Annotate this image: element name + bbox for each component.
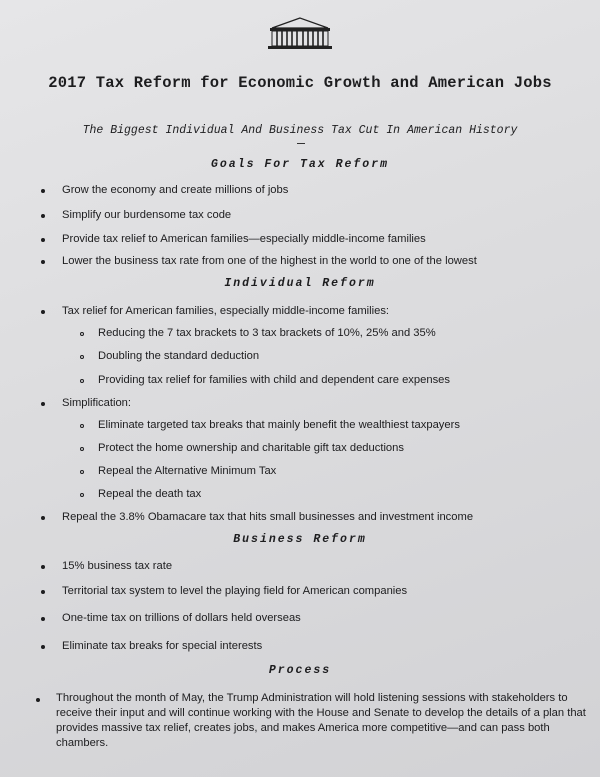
process-paragraph: Throughout the month of May, the Trump Administration will hold listening sessions with stakeholders to receive their input and will continue working with the House and Senate to develop the details of a plan that provides massive tax relief, creates jobs, and makes America more competitive—and can pass both chambers.: [56, 692, 586, 749]
list-item: Tax relief for American families, especially middle-income families:: [62, 305, 390, 317]
list-item: Provide tax relief to American families—especially middle-income families: [62, 233, 426, 245]
section-heading-process: Process: [268, 664, 332, 677]
sub-bullet: [80, 379, 84, 383]
sub-bullet: [80, 470, 84, 474]
section-heading-business: Business Reform: [233, 533, 367, 546]
list-item: Eliminate tax breaks for special interests: [62, 640, 263, 652]
list-item: Simplification:: [62, 397, 132, 409]
bullet: [41, 645, 45, 649]
bullet: [41, 214, 45, 218]
list-item: 15% business tax rate: [62, 560, 173, 572]
section-heading-individual: Individual Reform: [224, 277, 376, 290]
bullet: [41, 516, 45, 520]
sub-list-item: Protect the home ownership and charitable gift tax deductions: [98, 442, 404, 454]
list-item: Territorial tax system to level the playing field for American companies: [62, 585, 408, 597]
sub-list-item: Repeal the death tax: [98, 488, 202, 500]
bullet: [41, 590, 45, 594]
document-subtitle: The Biggest Individual And Business Tax Cut In American History: [82, 124, 518, 137]
list-item: Repeal the 3.8% Obamacare tax that hits small businesses and investment income: [62, 511, 474, 523]
bullet: [41, 189, 45, 193]
list-item: Simplify our burdensome tax code: [62, 209, 232, 221]
list-item: Lower the business tax rate from one of the highest in the world to one of the lowest: [62, 255, 477, 267]
sub-bullet: [80, 447, 84, 451]
sub-bullet: [80, 493, 84, 497]
sub-list-item: Eliminate targeted tax breaks that mainly benefit the wealthiest taxpayers: [98, 419, 460, 431]
sub-bullet: [80, 355, 84, 359]
sub-list-item: Doubling the standard deduction: [98, 350, 260, 362]
document-title: 2017 Tax Reform for Economic Growth and American Jobs: [48, 74, 552, 92]
bullet: [41, 565, 45, 569]
divider-dash: [297, 143, 305, 144]
sub-list-item: Reducing the 7 tax brackets to 3 tax brackets of 10%, 25% and 35%: [98, 327, 436, 339]
list-item: One-time tax on trillions of dollars held overseas: [62, 612, 301, 624]
sub-bullet: [80, 332, 84, 336]
bullet: [41, 617, 45, 621]
sub-list-item: Repeal the Alternative Minimum Tax: [98, 465, 277, 477]
bullet: [41, 238, 45, 242]
sub-list-item: Providing tax relief for families with child and dependent care expenses: [98, 374, 450, 386]
bullet: [36, 698, 40, 702]
bullet: [41, 402, 45, 406]
list-item: Grow the economy and create millions of jobs: [62, 184, 289, 196]
sub-bullet: [80, 424, 84, 428]
bullet: [41, 260, 45, 264]
white-house-icon: [268, 16, 332, 50]
section-heading-goals: Goals For Tax Reform: [210, 158, 390, 171]
bullet: [41, 310, 45, 314]
